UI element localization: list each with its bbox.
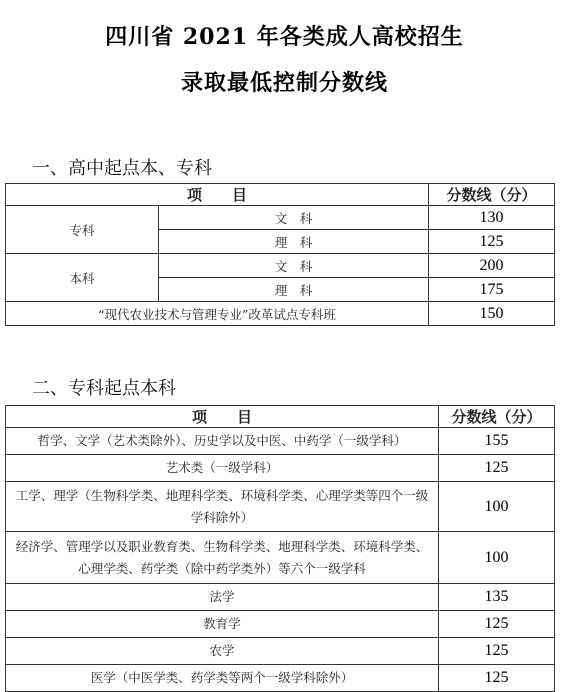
score-table-high-school-start	[5, 183, 555, 326]
score-cell: 125	[439, 611, 555, 638]
document-subtitle: 录取最低控制分数线	[180, 70, 388, 96]
subject-cell: 哲学、文学（艺术类除外）、历史学以及中医、中药学（一级学科）	[6, 428, 439, 455]
table-row	[6, 428, 555, 455]
score-cell: 125	[439, 638, 555, 665]
table-row	[6, 532, 555, 584]
subject-cell: 经济学、管理学以及职业教育类、生物科学类、地理科学类、环境科学类、心理学类、药学类（除中药学类外）等六个一级学科	[6, 532, 439, 584]
track-like: 理 科	[159, 278, 429, 302]
subject-cell: 工学、理学（生物科学类、地理科学类、环境科学类、心理学类等四个一级学科除外）	[6, 482, 439, 532]
section-heading-junior-college-start: 二、专科起点本科	[32, 378, 176, 399]
table-row	[6, 302, 555, 326]
score-cell: 155	[439, 428, 555, 455]
document-title: 四川省 2021 年各类成人高校招生	[105, 24, 464, 50]
score-cell: 100	[439, 532, 555, 584]
subject-cell: 教育学	[6, 611, 439, 638]
pilot-class-label: “现代农业技术与管理专业”改革试点专科班	[6, 302, 429, 326]
header-score: 分数线（分）	[429, 184, 555, 206]
category-benke: 本科	[6, 254, 159, 302]
score-cell: 125	[439, 665, 555, 692]
section-heading-high-school-start: 一、高中起点本、专科	[32, 158, 212, 179]
score-cell: 100	[439, 482, 555, 532]
score-cell: 135	[439, 584, 555, 611]
subject-cell: 艺术类（一级学科）	[6, 455, 439, 482]
score-table-junior-college-start	[5, 405, 555, 692]
track-wenke: 文 科	[159, 254, 429, 278]
header-score: 分数线（分）	[439, 406, 555, 428]
table-row	[6, 455, 555, 482]
table-row	[6, 584, 555, 611]
subject-cell: 医学（中医学类、药学类等两个一级学科除外）	[6, 665, 439, 692]
track-wenke: 文 科	[159, 206, 429, 230]
table-row	[6, 206, 555, 230]
table-row	[6, 482, 555, 532]
track-like: 理 科	[159, 230, 429, 254]
score-cell: 150	[429, 302, 555, 326]
table-header-row	[6, 184, 555, 206]
subject-cell: 农学	[6, 638, 439, 665]
table-row	[6, 638, 555, 665]
table-row	[6, 665, 555, 692]
header-item: 项 目	[6, 184, 429, 206]
score-cell: 125	[439, 455, 555, 482]
subject-cell: 法学	[6, 584, 439, 611]
table-header-row	[6, 406, 555, 428]
score-cell: 125	[429, 230, 555, 254]
header-item: 项 目	[6, 406, 439, 428]
score-cell: 175	[429, 278, 555, 302]
table-row	[6, 254, 555, 278]
score-cell: 130	[429, 206, 555, 230]
score-cell: 200	[429, 254, 555, 278]
table-row	[6, 611, 555, 638]
category-zhuanke: 专科	[6, 206, 159, 254]
